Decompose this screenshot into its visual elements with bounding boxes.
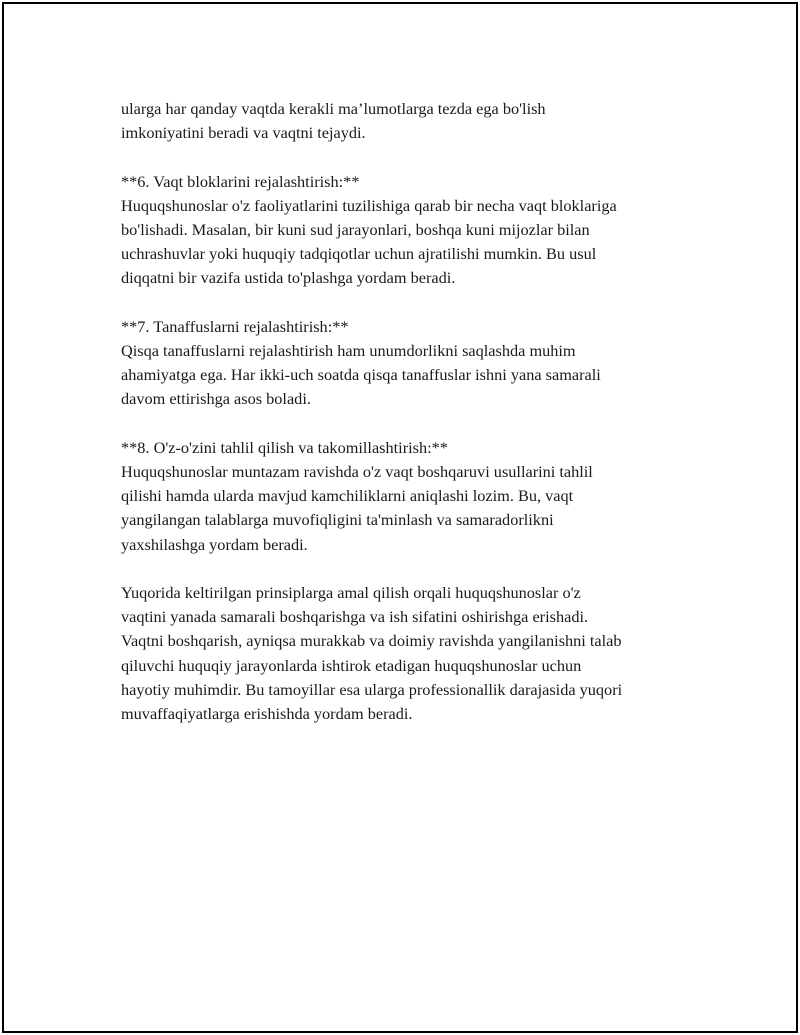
section-6 bbox=[121, 170, 711, 291]
text-line: qiluvchi huquqiy jarayonlarda ishtirok etadigan huquqshunoslar uchun bbox=[121, 655, 582, 675]
section-7 bbox=[121, 315, 711, 412]
paragraph-continuation bbox=[121, 97, 711, 145]
page-frame bbox=[2, 2, 798, 1033]
text-line: hayotiy muhimdir. Bu tamoyillar esa ularga professionallik darajasida yuqori bbox=[121, 679, 623, 699]
text-line: ahamiyatga ega. Har ikki-uch soatda qisqa tanaffuslar ishni yana samarali bbox=[121, 365, 601, 385]
text-line: Qisqa tanaffuslarni rejalashtirish ham unumdorlikni saqlashda muhim bbox=[121, 341, 576, 360]
paragraph-gap bbox=[121, 291, 711, 315]
text-line: Huquqshunoslar muntazam ravishda o'z vaqt boshqaruvi usullarini tahlil bbox=[121, 462, 593, 481]
paragraph-gap bbox=[121, 557, 711, 581]
section-heading: **6. Vaqt bloklarini rejalashtirish:** bbox=[121, 171, 360, 191]
section-heading: **8. O'z-o'zini tahlil qilish va takomillashtirish:** bbox=[121, 437, 448, 457]
conclusion-paragraph bbox=[121, 581, 711, 726]
text-line: Huquqshunoslar o'z faoliyatlarini tuzilishiga qarab bir necha vaqt bloklariga bbox=[121, 195, 617, 215]
text-line: yaxshilashga yordam beradi. bbox=[121, 534, 308, 554]
text-line: uchrashuvlar yoki huquqiy tadqiqotlar uchun ajratilishi mumkin. Bu usul bbox=[121, 244, 597, 264]
text-line: bo'lishadi. Masalan, bir kuni sud jarayonlari, boshqa kuni mijozlar bilan bbox=[121, 220, 590, 239]
section-heading: **7. Tanaffuslarni rejalashtirish:** bbox=[121, 316, 349, 336]
text-line: vaqtini yanada samarali boshqarishga va ish sifatini oshirishga erishadi. bbox=[121, 607, 589, 627]
text-line: qilishi hamda ularda mavjud kamchiliklarni aniqlashi lozim. Bu, vaqt bbox=[121, 486, 574, 506]
text-line: davom ettirishga asos boladi. bbox=[121, 389, 311, 409]
text-line: imkoniyatini beradi va vaqtni tejaydi. bbox=[121, 123, 366, 143]
text-line: yangilangan talablarga muvofiqligini ta'minlash va samaradorlikni bbox=[121, 510, 554, 530]
document-body bbox=[121, 97, 711, 726]
text-line: Yuqorida keltirilgan prinsiplarga amal qilish orqali huquqshunoslar o'z bbox=[121, 583, 581, 602]
text-line: Vaqtni boshqarish, ayniqsa murakkab va doimiy ravishda yangilanishni talab bbox=[121, 631, 622, 651]
text-line: ularga har qanday vaqtda kerakli ma’lumotlarga tezda ega bo'lish bbox=[121, 99, 546, 118]
section-8 bbox=[121, 436, 711, 557]
text-line: diqqatni bir vazifa ustida to'plashga yordam beradi. bbox=[121, 268, 456, 288]
text-line: muvaffaqiyatlarga erishishda yordam beradi. bbox=[121, 704, 413, 724]
paragraph-gap bbox=[121, 412, 711, 436]
paragraph-gap bbox=[121, 145, 711, 169]
